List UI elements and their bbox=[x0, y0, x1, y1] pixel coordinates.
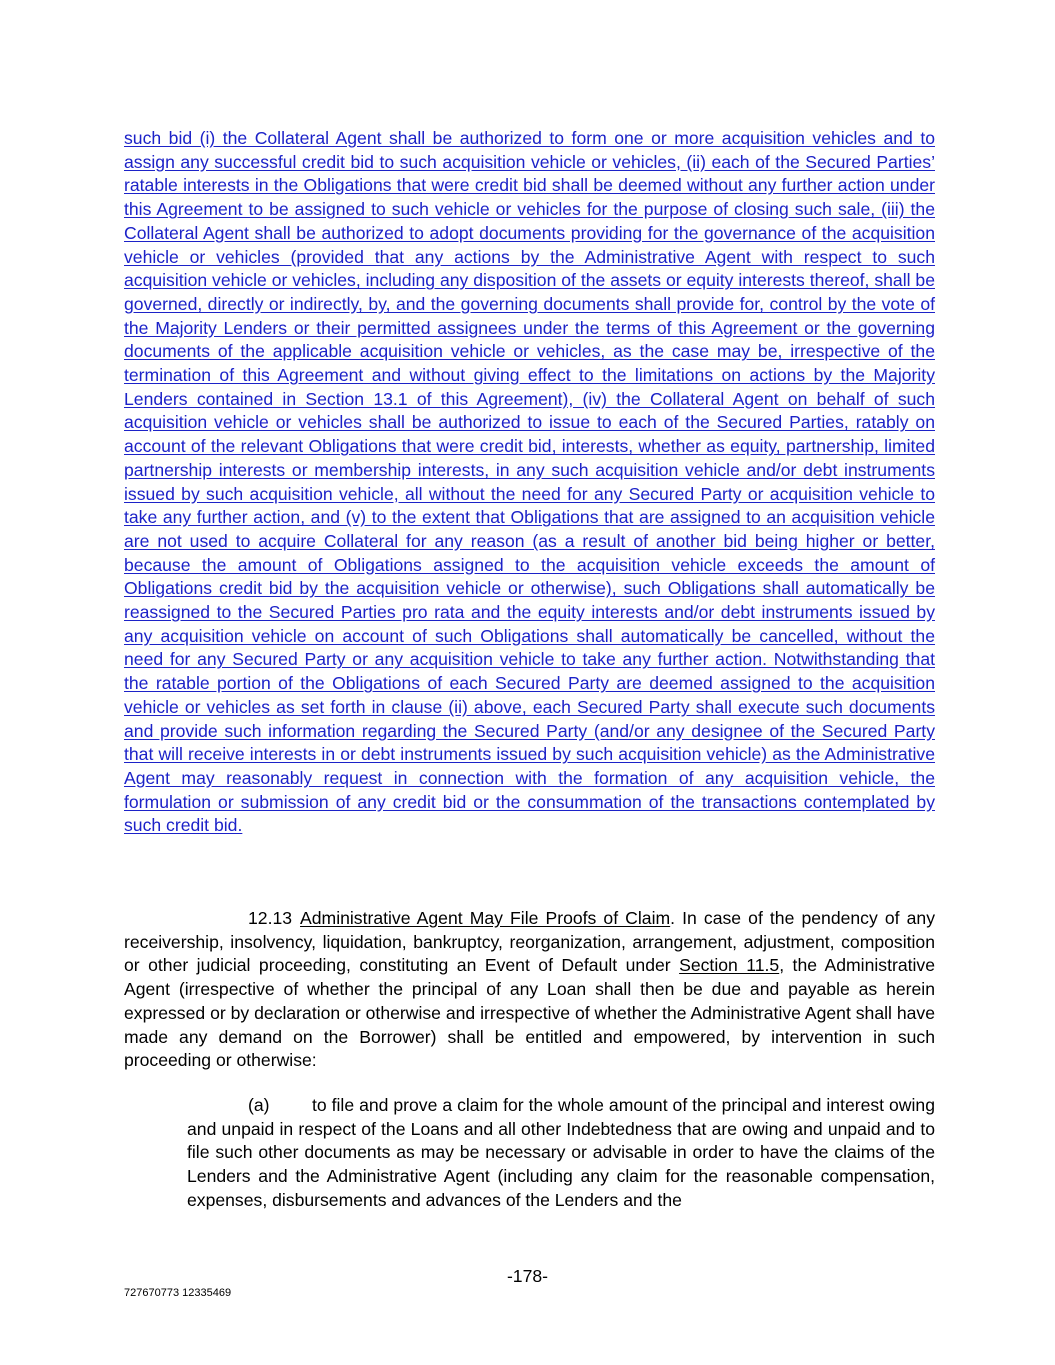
section-12-13 bbox=[124, 907, 935, 1073]
clause-a bbox=[187, 1094, 935, 1213]
clause-label: (a) bbox=[248, 1095, 270, 1115]
section-cross-reference: Section 11.5 bbox=[679, 955, 780, 976]
section-number: 12.13 bbox=[248, 908, 293, 928]
section-title: Administrative Agent May File Proofs of Claim bbox=[300, 908, 671, 928]
page-number: -178- bbox=[506, 1266, 549, 1286]
document-id: 727670773 12335469 bbox=[124, 1287, 232, 1299]
clause-text: to file and prove a claim for the whole amount of the principal and interest owing and unpaid in respect of the Loans and all other Indebtedness that are owing and unpaid and to file such other documents as may be necessary or advisable in order to have the claims of the Lenders and the Administrative Agent (including any claim for the reasonable compensation, expenses, disbursements and advances of the Lenders and the bbox=[187, 1095, 935, 1210]
inserted-credit-bid-paragraph: such bid (i) the Collateral Agent shall be authorized to form one or more acquisition vehicles and to assign any successful credit bid to such acquisition vehicle or vehicles, (ii) each of the Secured Parties’ ratable interests in the Obligations that were credit bid shall be deemed without any further action under this Agreement to be assigned to such vehicle or vehicles for the purpose of closing such sale, (iii) the Collateral Agent shall be authorized to adopt documents providing for the governance of the acquisition vehicle or vehicles (provided that any actions by the Administrative Agent with respect to such acquisition vehicle or vehicles, including any disposition of the assets or equity interests thereof, shall be governed, directly or indirectly, by, and the governing documents shall provide for, control by the vote of the Majority Lenders or their permitted assignees under the terms of this Agreement or the governing documents of the applicable acquisition vehicle or vehicles, as the case may be, irrespective of the termination of this Agreement and without giving effect to the limitations on actions by the Majority Lenders contained in Section 13.1 of this Agreement), (iv) the Collateral Agent on behalf of such acquisition vehicle or vehicles shall be authorized to issue to each of the Secured Parties, ratably on account of the relevant Obligations that were credit bid, interests, whether as equity, partnership, limited partnership interests or membership interests, in any such acquisition vehicle and/or debt instruments issued by such acquisition vehicle, all without the need for any Secured Party or acquisition vehicle to take any further action, and (v) to the extent that Obligations that are assigned to an acquisition vehicle are not used to acquire Collateral for any reason (as a result of another bid being higher or better, because the amount of Obligations assigned to the acquisition vehicle exceeds the amount of Obligations credit bid by the acquisition vehicle or otherwise), such Obligations shall automatically be reassigned to the Secured Parties pro rata and the equity interests and/or debt instruments issued by any acquisition vehicle on account of such Obligations shall automatically be cancelled, without the need for any Secured Party or any acquisition vehicle to take any further action. Notwithstanding that the ratable portion of the Obligations of each Secured Party are deemed assigned to the acquisition vehicle or vehicles as set forth in clause (ii) above, each Secured Party shall execute such documents and provide such information regarding the Secured Party (and/or any designee of the Secured Party that will receive interests in or debt instruments issued by such acquisition vehicle) as the Administrative Agent may reasonably request in connection with the formation of any acquisition vehicle, the formulation or submission of any credit bid or the consummation of the transactions contemplated by such credit bid. bbox=[124, 128, 935, 836]
section-text-part-1: . In case of the pendency of any receivership, insolvency, liquidation, bankruptcy, reorganization, arrangement, adjustment, composition or other judicial proceeding, constituting an Event of Default under bbox=[124, 908, 935, 976]
section-text-part-2: , the Administrative Agent (irrespective of whether the principal of any Loan shall then be due and payable as herein expressed or by declaration or otherwise and irrespective of whether the Administrative Agent shall have made any demand on the Borrower) shall be entitled and empowered, by intervention in such proceeding or otherwise: bbox=[124, 955, 935, 1071]
